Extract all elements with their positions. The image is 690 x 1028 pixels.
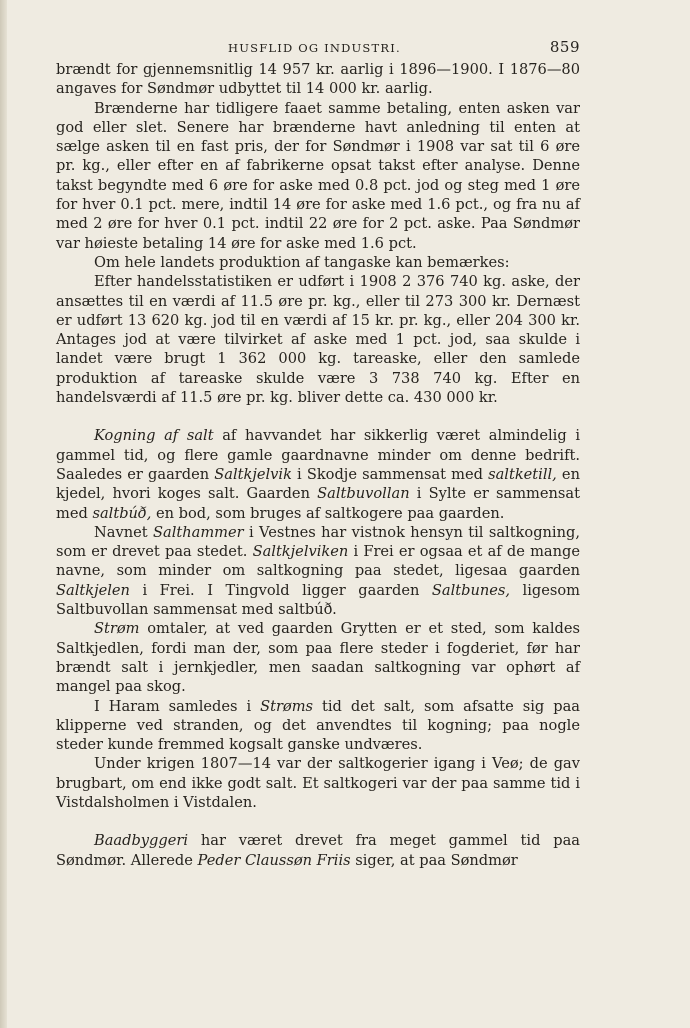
- text-run: ligesom Saltbuvollan sammensat med saltbúð.: [56, 581, 580, 619]
- text-run: en bod, som bruges af saltkogere paa gaarden.: [151, 504, 505, 522]
- italic-text: Strøms: [260, 697, 314, 715]
- paragraph-p4: [56, 272, 580, 407]
- text-run: i Sylte er sammensat med: [56, 485, 580, 522]
- running-title: HUSFLID OG INDUSTRI.: [228, 41, 401, 55]
- paragraph-p8: [56, 697, 580, 755]
- text-run: af havvandet har sikkerlig været almindelig i gammel tid, og flere gamle gaardnavne minder om denne bedrift. Saaledes er gaarden: [56, 427, 580, 483]
- italic-text: Saltkjelviken: [252, 543, 349, 561]
- italic-text: Baadbyggeri: [94, 832, 189, 850]
- paragraph-p7: [56, 619, 580, 696]
- text-run: i Frei. I Tingvold ligger gaarden: [129, 581, 432, 599]
- text-run: i Frei er ogsaa et af de mange navne, som minder om saltkogning paa stedet, ligesaa gaarden: [56, 543, 580, 580]
- page-number: 859: [549, 38, 580, 56]
- text-run: i Vestnes har vistnok hensyn til saltkogning, som er drevet paa stedet.: [56, 523, 580, 561]
- italic-text: Peder Claussøn Friis: [197, 851, 351, 869]
- page-binding-edge: [0, 0, 7, 1028]
- italic-text: Saltbuvollan: [317, 485, 410, 503]
- italic-text: Saltkjelvik: [214, 465, 292, 483]
- italic-text: Saltbunes,: [431, 581, 511, 599]
- text-run: brændt for gjennemsnitlig 14 957 kr. aarlig i 1896—1900. I 1876—80 angaves for Søndmør udbyttet til 14 000 kr. aarlig.: [56, 61, 580, 98]
- text-run: I Haram samledes i: [94, 697, 261, 715]
- body-text: [56, 60, 580, 870]
- paragraph-p6: [56, 523, 580, 619]
- text-run: Brænderne har tidligere faaet samme betaling, enten asken var god eller slet. Senere har brænderne havt anledning til enten at sælge asken til en fast pris, der for Søndmør i 1908 var sat til 6 øre pr. kg., eller efter en af fabrikerne opsat takst efter analyse. Denne takst begyndte med 6 øre for aske med 0.8 pct. jod og steg med 1 øre for hver 0.1 pct. mere, indtil 14 øre for aske med 1.6 pct., og fra nu af med 2 øre for hver 0.1 pct. indtil 22 øre for 2 pct. aske. Paa Søndmør var høieste betaling 14 øre for aske med 1.6 pct.: [56, 99, 580, 252]
- text-run: tid det salt, som afsatte sig paa klipperne ved stranden, og det anvendtes til kogning; paa nogle steder kunde fremmed kogsalt ganske undværes.: [56, 697, 580, 754]
- text-run: Om hele landets produktion af tangaske kan bemærkes:: [94, 253, 510, 271]
- text-run: siger, at paa Søndmør: [350, 851, 518, 869]
- paragraph-p3: [56, 253, 580, 272]
- running-header: [56, 38, 580, 58]
- text-run: har været drevet fra meget gammel tid paa Søndmør. Allerede: [56, 832, 580, 869]
- text-run: i Skodje sammensat med: [291, 465, 489, 483]
- text-run: Navnet: [94, 523, 153, 541]
- italic-text: Saltkjelen: [56, 581, 130, 599]
- text-run: en kjedel, hvori koges salt. Gaarden: [56, 465, 580, 503]
- text-run: Efter handelsstatistiken er udført i 1908 2 376 740 kg. aske, der ansættes til en værdi af 11.5 øre pr. kg., eller til 273 300 kr. Dernæst er udført 13 620 kg. jod til en værdi af 15 kr. pr. kg., eller 204 300 kr. Antages jod at være tilvirket af aske med 1 pct. jod, saa skulde i landet være brugt 1 362 000 kg. tareaske, eller den samlede produktion af tareaske skulde være 3 738 740 kg. Efter en handelsværdi af 11.5 øre pr. kg. bliver dette ca. 430 000 kr.: [56, 273, 580, 407]
- italic-text: saltbúð,: [92, 504, 152, 522]
- paragraph-p5: [56, 426, 580, 522]
- paragraph-p9: [56, 754, 580, 812]
- text-run: Under krigen 1807—14 var der saltkogerier igang i Veø; de gav brugbart, om end ikke godt salt. Et saltkogeri var der paa samme tid i Vistdalsholmen i Vistdalen.: [56, 755, 580, 811]
- paragraph-p2: [56, 99, 580, 253]
- italic-text: Kogning af salt: [94, 427, 214, 445]
- italic-text: Strøm: [94, 620, 140, 638]
- paragraph-p10: [56, 831, 580, 870]
- paragraph-p1: [56, 60, 580, 99]
- italic-text: Salthammer: [153, 523, 244, 541]
- italic-text: saltketill,: [488, 465, 557, 483]
- text-run: omtaler, at ved gaarden Grytten er et sted, som kaldes Saltkjedlen, fordi man der, som paa flere steder i fogderiet, før har brændt salt i jernkjedler, men saadan saltkogning var ophørt af mangel paa skog.: [56, 620, 580, 696]
